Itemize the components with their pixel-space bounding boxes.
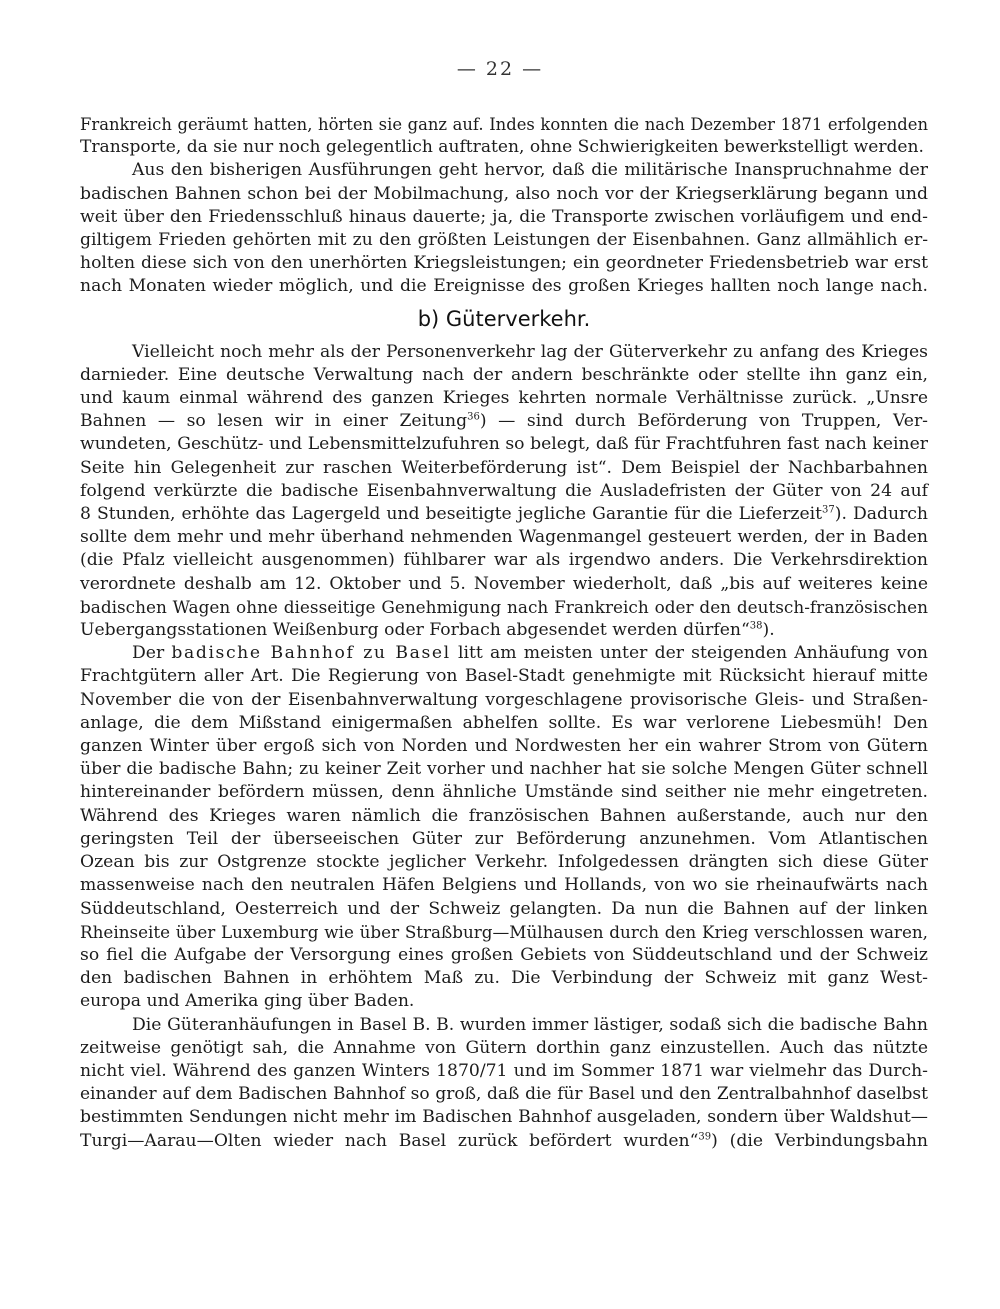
- paragraph: [80, 642, 928, 1013]
- text-segment: Turgi—Aarau—Olten wieder nach Basel zurück befördert wurden“: [80, 1130, 699, 1151]
- text-segment: ). Dadurch: [834, 504, 928, 525]
- text-line: ganzen Winter über ergoß sich von Norden und Nordwesten her ein wahrer Strom von Gütern: [80, 736, 928, 757]
- emphasized-text: badische Bahnhof zu Basel: [171, 643, 451, 664]
- text-segment: Bahnen — so lesen wir in einer Zeitung: [80, 411, 468, 432]
- paragraph: [80, 1014, 928, 1153]
- text-line: Die Güteranhäufungen in Basel B. B. wurden immer lästiger, sodaß sich die badische Bahn: [132, 1014, 928, 1035]
- text-line: Frankreich geräumt hatten, hörten sie ganz auf. Indes konnten die nach Dezember 1871 erfolgenden: [80, 115, 928, 134]
- paragraph: [80, 341, 928, 643]
- text-line: folgend verkürzte die badische Eisenbahnverwaltung die Ausladefristen der Güter von 24 auf: [80, 480, 928, 501]
- footnote-ref: 39: [698, 1130, 712, 1142]
- page-number: — 22 —: [456, 58, 544, 80]
- text-line: giltigem Frieden gehörten mit zu den größten Leistungen der Eisenbahnen. Ganz allmählich er-: [80, 230, 928, 251]
- paragraph-continuation: [80, 113, 928, 159]
- text-line: sollte dem mehr und mehr überhand nehmenden Wagenmangel gesteuert werden, der in Baden: [80, 527, 928, 548]
- text-line: Rheinseite über Luxemburg wie über Straßburg—Mülhausen durch den Krieg verschlossen waren,: [80, 921, 928, 942]
- text-line: [80, 410, 928, 433]
- text-line: [80, 619, 928, 642]
- text-line: [80, 642, 928, 665]
- section-heading: b) Güterverkehr.: [417, 306, 591, 331]
- text-line: so fiel die Aufgabe der Versorgung eines großen Gebiets von Süddeutschland und der Schweiz: [80, 944, 928, 965]
- text-line: Transporte, da sie nur noch gelegentlich auftraten, ohne Schwierigkeiten bewerkstelligt werden.: [80, 137, 924, 158]
- text-line: badischen Bahnen schon bei der Mobilmachung, also noch vor der Kriegserklärung begann und: [80, 183, 928, 204]
- text-line: [80, 1130, 928, 1153]
- text-segment: 8 Stunden, erhöhte das Lagergeld und beseitigte jegliche Garantie für die Lieferzeit: [80, 504, 823, 525]
- text-line: anlage, die dem Mißstand einigermaßen abhelfen sollte. Es war verlorene Liebesmüh! Den: [80, 712, 928, 733]
- text-line: Aus den bisherigen Ausführungen geht hervor, daß die militärische Inanspruchnahme der: [132, 160, 928, 181]
- text-segment: ).: [762, 620, 775, 641]
- text-line: Süddeutschland, Oesterreich und der Schweiz gelangten. Da nun die Bahnen auf der linken: [80, 898, 928, 919]
- text-line: europa und Amerika ging über Baden.: [80, 991, 415, 1012]
- text-line: [80, 503, 928, 526]
- text-segment: Uebergangsstationen Weißenburg oder Forbach abgesendet werden dürfen“: [80, 620, 750, 641]
- text-line: nicht viel. Während des ganzen Winters 1870/71 und im Sommer 1871 war vielmehr das Durch-: [80, 1060, 928, 1081]
- text-segment: Der: [132, 643, 172, 664]
- text-line: November die von der Eisenbahnverwaltung vorgeschlagene provisorische Gleis- und Straßen-: [80, 689, 928, 710]
- text-line: wundeten, Geschütz- und Lebensmittelzufuhren so belegt, daß für Frachtfuhren fast nach keiner: [80, 434, 928, 455]
- text-line: Vielleicht noch mehr als der Personenverkehr lag der Güterverkehr zu anfang des Krieges: [132, 341, 928, 362]
- footnote-ref: 37: [822, 504, 835, 516]
- text-line: nach Monaten wieder möglich, und die Ereignisse des großen Krieges hallten noch lange nach.: [80, 276, 928, 297]
- text-segment: litt am meisten unter der steigenden Anhäufung von: [450, 643, 928, 664]
- text-line: (die Pfalz vielleicht ausgenommen) fühlbarer war als irgendwo anders. Die Verkehrsdirektion: [80, 550, 928, 571]
- text-line: weit über den Friedensschluß hinaus dauerte; ja, die Transporte zwischen vorläufigem und end-: [80, 206, 928, 227]
- text-line: darnieder. Eine deutsche Verwaltung nach der andern beschränkte oder stellte ihn ganz ein,: [80, 364, 928, 385]
- text-line: badischen Wagen ohne diesseitige Genehmigung nach Frankreich oder den deutsch-französischen: [80, 596, 928, 617]
- text-line: und kaum einmal während des ganzen Krieges kehrten normale Verhältnisse zurück. „Unsre: [80, 388, 928, 409]
- text-segment: ) — sind durch Beförderung von Truppen, Ver-: [479, 411, 928, 432]
- text-line: Ozean bis zur Ostgrenze stockte jeglicher Verkehr. Infolgedessen drängten sich diese Güter: [80, 852, 928, 873]
- text-line: zeitweise genötigt sah, die Annahme von Gütern dorthin ganz einzustellen. Auch das nützte: [80, 1037, 928, 1058]
- text-line: holten diese sich von den unerhörten Kriegsleistungen; ein geordneter Friedensbetrieb war erst: [80, 253, 928, 274]
- text-line: Frachtgütern aller Art. Die Regierung von Basel-Stadt genehmigte mit Rücksicht hierauf mitte: [80, 666, 928, 687]
- text-line: den badischen Bahnen in erhöhtem Maß zu. Die Verbindung der Schweiz mit ganz West-: [80, 968, 928, 989]
- text-line: hintereinander befördern müssen, denn ähnliche Umstände sind seither nie mehr eingetreten.: [80, 782, 928, 803]
- text-line: Seite hin Gelegenheit zur raschen Weiterbeförderung ist“. Dem Beispiel der Nachbarbahnen: [80, 457, 928, 478]
- text-line: über die badische Bahn; zu keiner Zeit vorher und nachher hat sie solche Mengen Güter schnell: [80, 759, 928, 780]
- text-line: Während des Krieges waren nämlich die französischen Bahnen außerstande, auch nur den: [80, 805, 928, 826]
- text-line: geringsten Teil der überseeischen Güter zur Beförderung anzunehmen. Vom Atlantischen: [80, 828, 928, 849]
- text-line: verordnete deshalb am 12. Oktober und 5. November wiederholt, daß „bis auf weiteres keine: [80, 573, 928, 594]
- text-line: massenweise nach den neutralen Häfen Belgiens und Hollands, von wo sie rheinaufwärts nach: [80, 875, 928, 896]
- footnote-ref: 38: [749, 620, 763, 632]
- text-line: einander auf dem Badischen Bahnhof so groß, daß die für Basel und den Zentralbahnhof daselbst: [80, 1084, 928, 1105]
- text-segment: ) (die Verbindungsbahn: [711, 1130, 928, 1151]
- paragraph: [80, 159, 928, 298]
- body-text: [80, 113, 928, 1153]
- text-line: bestimmten Sendungen nicht mehr im Badischen Bahnhof ausgeladen, sondern über Waldshut—: [80, 1107, 928, 1128]
- footnote-ref: 36: [467, 411, 480, 423]
